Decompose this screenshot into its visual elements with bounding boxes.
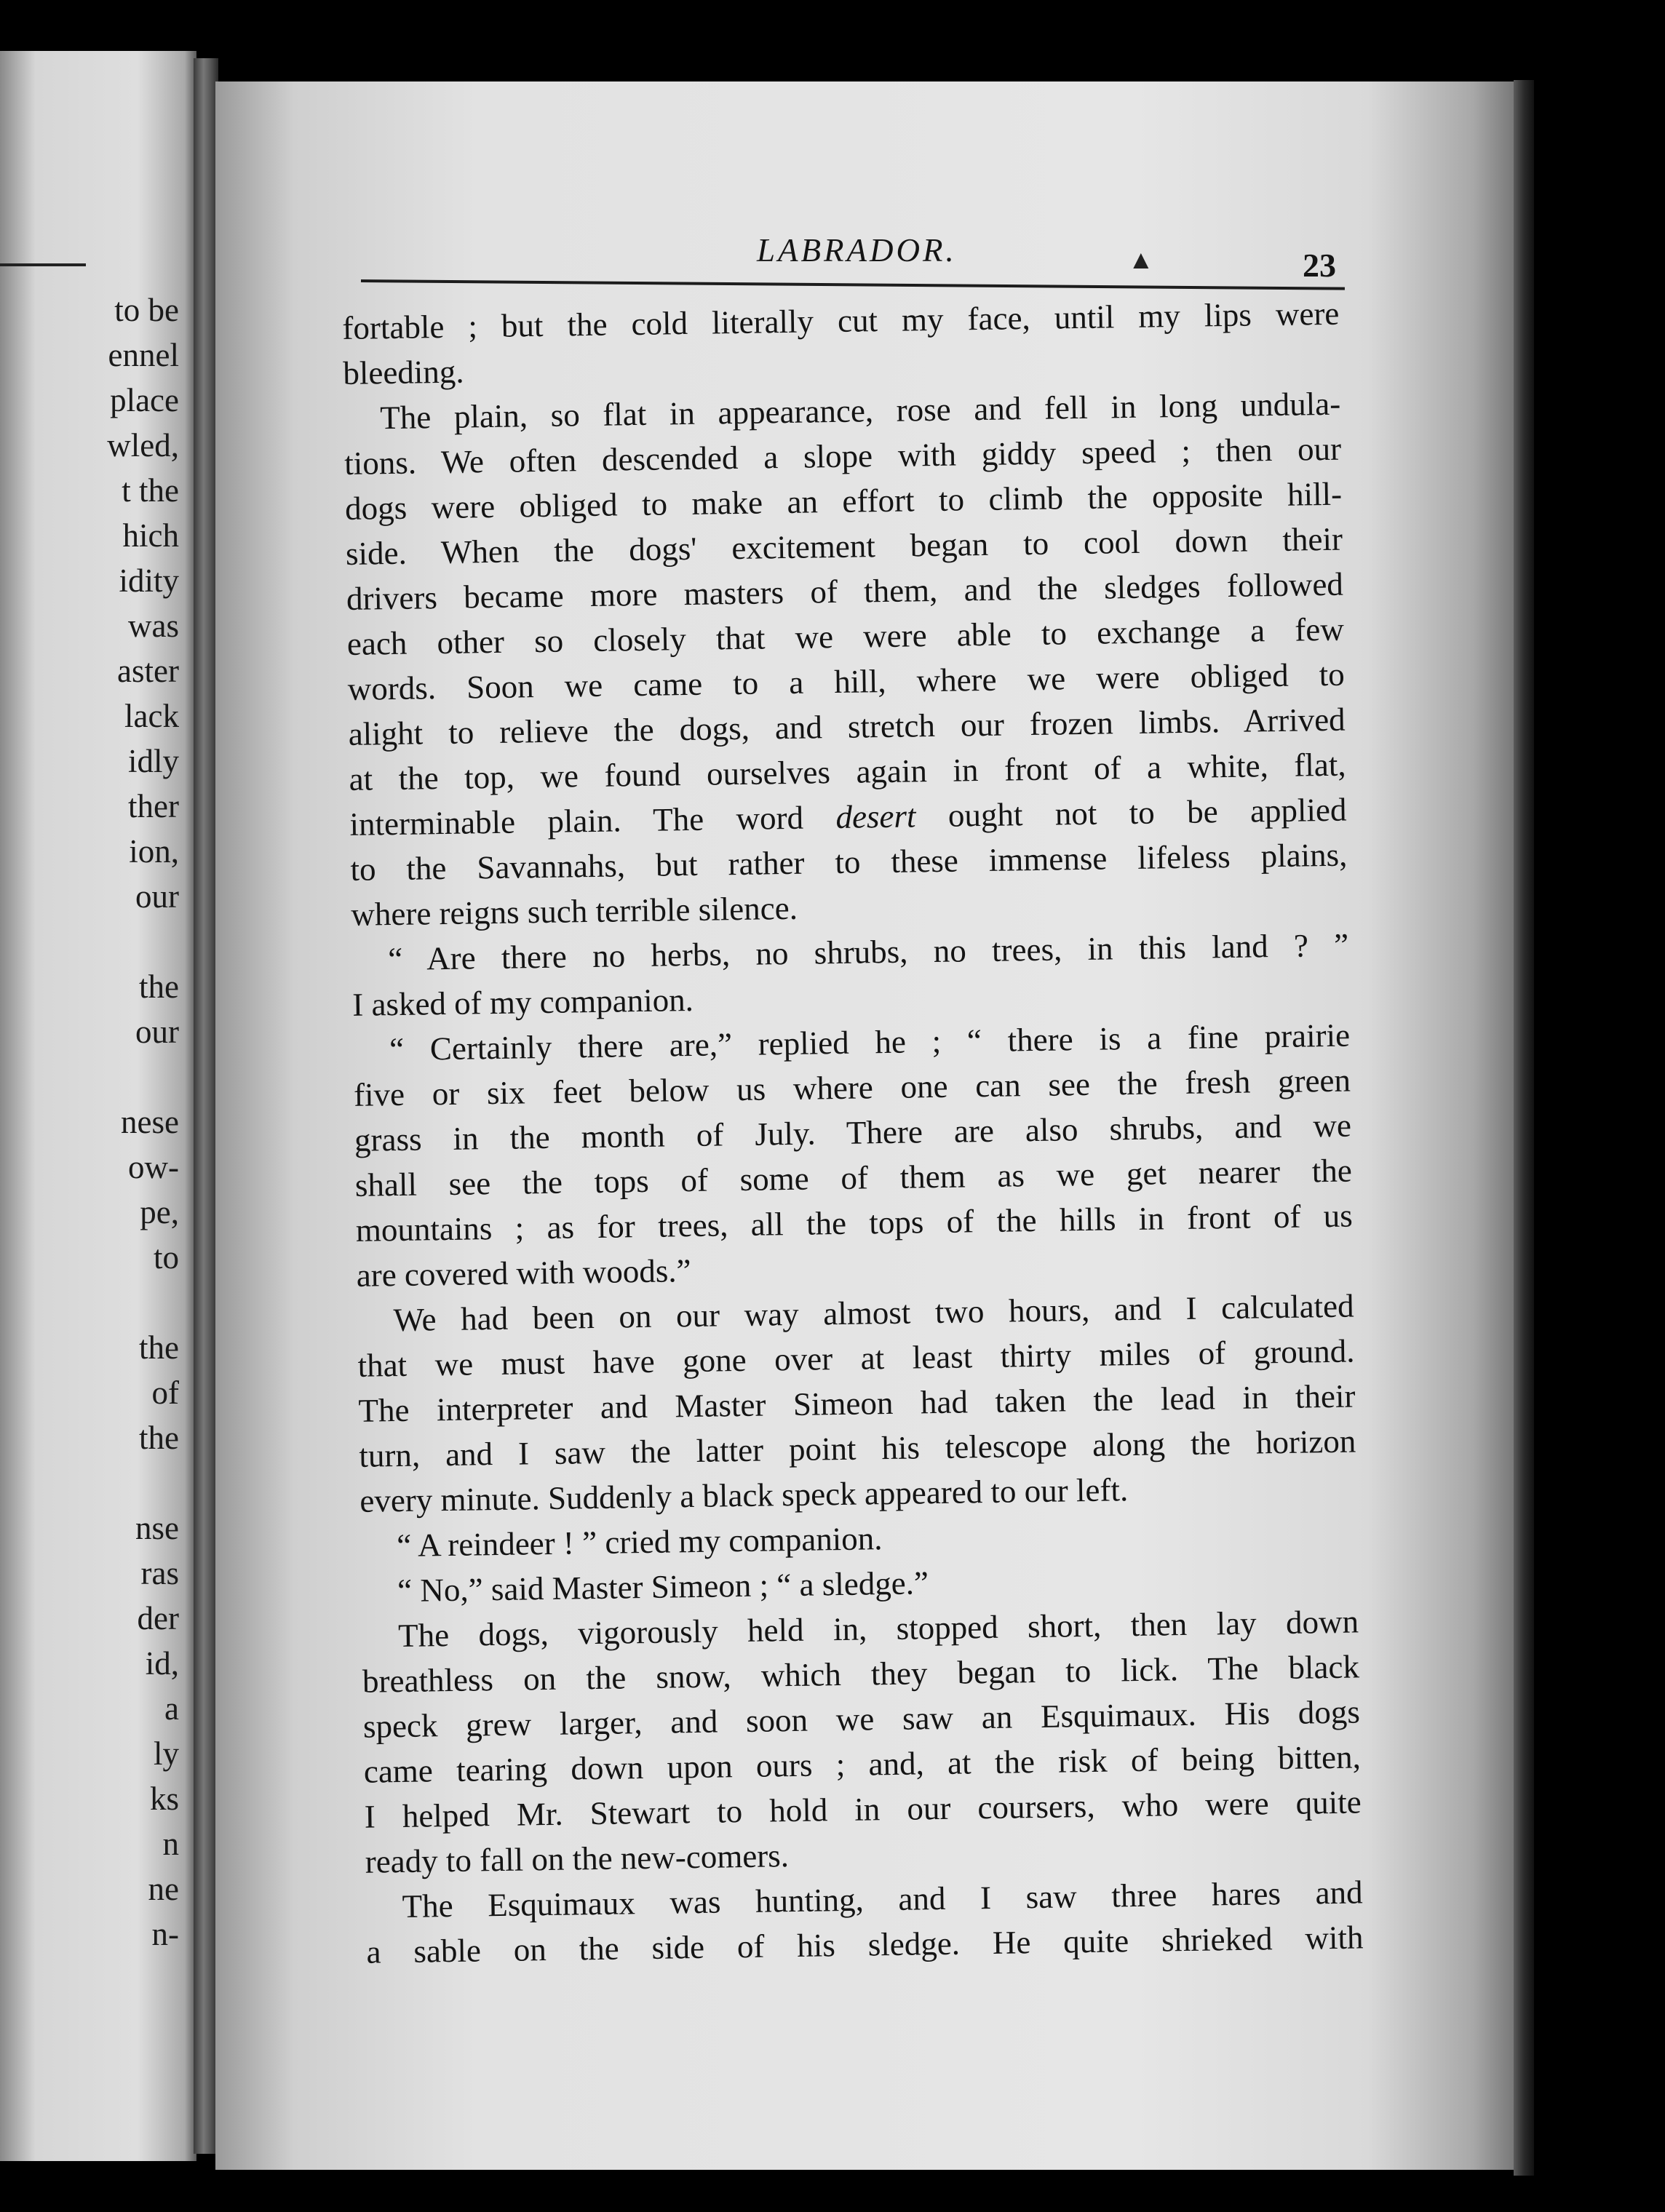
text-line: grass in the month of July. There are also shrubs, and we (354, 1107, 1352, 1158)
text-line: side. When the dogs' excitement began to cool down their (345, 520, 1343, 572)
text-line: “ Certainly there are,” replied he ; “ there is a fine prairie (389, 1017, 1351, 1068)
text-line: tions. We often descended a slope with giddy speed ; then our (343, 430, 1342, 482)
text-line: five or six feet below us where one can see the fresh green (353, 1062, 1351, 1113)
left-page-fragment: id, (145, 1645, 179, 1682)
text-line: I asked of my companion. (351, 981, 694, 1023)
left-page-fragment: our (135, 878, 179, 915)
text-line: at the top, we found ourselves again in front of a white, flat, (349, 746, 1346, 797)
left-page-fragment: was (128, 608, 179, 644)
left-page-fragment: hich (122, 517, 179, 554)
left-page-fragment: ras (140, 1555, 179, 1591)
book-gutter (194, 58, 218, 2154)
left-page-fragment: der (137, 1600, 179, 1636)
left-facing-page (0, 51, 196, 2161)
body-text (342, 291, 1364, 1975)
text-line: a sable on the side of his sledge. He quite shrieked with (366, 1919, 1364, 1970)
left-page-text-fragments (107, 287, 179, 1957)
left-page-fragment: of (151, 1374, 179, 1411)
text-line: “ A reindeer ! ” cried my companion. (396, 1520, 883, 1564)
text-line: “ Are there no herbs, no shrubs, no trees, in this land ? ” (387, 926, 1349, 978)
left-page-fragment (107, 1054, 179, 1099)
page-number: 23 (1303, 247, 1336, 284)
left-page-fragment: ks (149, 1781, 179, 1817)
running-title: LABRADOR. (757, 232, 957, 268)
left-page-fragment: nse (135, 1510, 179, 1546)
left-page-fragment: aster (117, 653, 179, 689)
text-line: fortable ; but the cold literally cut my face, until my lips were (342, 295, 1340, 346)
left-page-fragment: a (164, 1690, 179, 1727)
left-page-fragment: ther (128, 788, 179, 824)
text-line: every minute. Suddenly a black speck appeared to our left. (359, 1471, 1129, 1519)
left-page-fragment (107, 919, 179, 964)
text-line: to the Savannahs, but rather to these immense lifeless plains, (350, 836, 1348, 888)
left-page-fragment: ennel (108, 337, 179, 373)
text-line: breathless on the snow, which they began to lick. The black (362, 1648, 1360, 1700)
text-line: ready to fall on the new-comers. (365, 1837, 790, 1880)
text-line: came tearing down upon ours ; and, at the risk of being bitten, (363, 1738, 1362, 1790)
text-line: The plain, so flat in appearance, rose and fell in long undula- (379, 385, 1341, 437)
left-page-fragment: n- (151, 1916, 179, 1952)
left-page-fragment: nese (121, 1104, 179, 1140)
text-line: “ No,” said Master Simeon ; “ a sledge.” (397, 1564, 929, 1610)
text-line: dogs were obliged to make an effort to climb the opposite hill- (344, 475, 1343, 527)
text-line: drivers became more masters of them, and the sledges followed (346, 565, 1344, 617)
text-line: bleeding. (343, 353, 464, 391)
left-page-fragment (107, 1460, 179, 1505)
text-line: mountains ; as for trees, all the tops of the hills in front of us (355, 1197, 1354, 1249)
left-page-fragment: to (153, 1239, 179, 1276)
text-line: that we must have gone over at least thirty miles of ground. (357, 1332, 1355, 1384)
text-line: words. Soon we came to a hill, where we were obliged to (347, 656, 1346, 707)
left-page-rule (0, 263, 86, 266)
left-page-fragment: to be (114, 292, 179, 328)
left-page-fragment: the (139, 1420, 179, 1456)
text-line: where reigns such terrible silence. (351, 889, 798, 933)
text-line: The dogs, vigorously held in, stopped short, then lay down (397, 1603, 1359, 1655)
left-page-fragment: idity (119, 562, 179, 599)
left-page-fragment: pe, (140, 1194, 179, 1230)
text-line: shall see the tops of some of them as we get nearer the (354, 1152, 1353, 1204)
left-page-fragment: lack (124, 698, 179, 734)
left-page-fragment: n (162, 1826, 179, 1862)
left-page-fragment: our (135, 1014, 179, 1050)
text-line: interminable plain. The word desert ought not to be applied (349, 791, 1347, 843)
left-page-fragment: place (110, 382, 179, 418)
left-page-fragment: idly (127, 743, 179, 779)
left-page-fragment: wled, (107, 427, 179, 464)
text-line: turn, and I saw the latter point his telescope along the horizon (359, 1423, 1356, 1474)
left-page-fragment (107, 1280, 179, 1325)
text-line: are covered with woods.” (356, 1252, 691, 1294)
text-line: The Esquimaux was hunting, and I saw three hares and (402, 1874, 1363, 1925)
left-page-fragment: ly (153, 1735, 179, 1772)
left-page-fragment: ne (148, 1871, 179, 1907)
text-line: We had been on our way almost two hours, and I calculated (393, 1287, 1354, 1339)
text-line: I helped Mr. Stewart to hold in our coursers, who were quite (364, 1783, 1362, 1835)
text-line: The interpreter and Master Simeon had taken the lead in their (358, 1377, 1356, 1429)
left-page-fragment: t the (122, 472, 179, 509)
left-page-fragment: the (139, 968, 179, 1005)
text-line: each other so closely that we were able to exchange a few (346, 610, 1345, 662)
text-line: speck grew larger, and soon we saw an Esquimaux. His dogs (362, 1693, 1361, 1745)
left-page-fragment: ion, (129, 833, 179, 870)
text-line: alight to relieve the dogs, and stretch our frozen limbs. Arrived (348, 701, 1346, 752)
printer-mark: ▲ (1128, 245, 1154, 274)
left-page-fragment: the (139, 1329, 179, 1366)
page-edge-shadow (1514, 80, 1534, 2176)
left-page-fragment: ow- (128, 1149, 179, 1185)
